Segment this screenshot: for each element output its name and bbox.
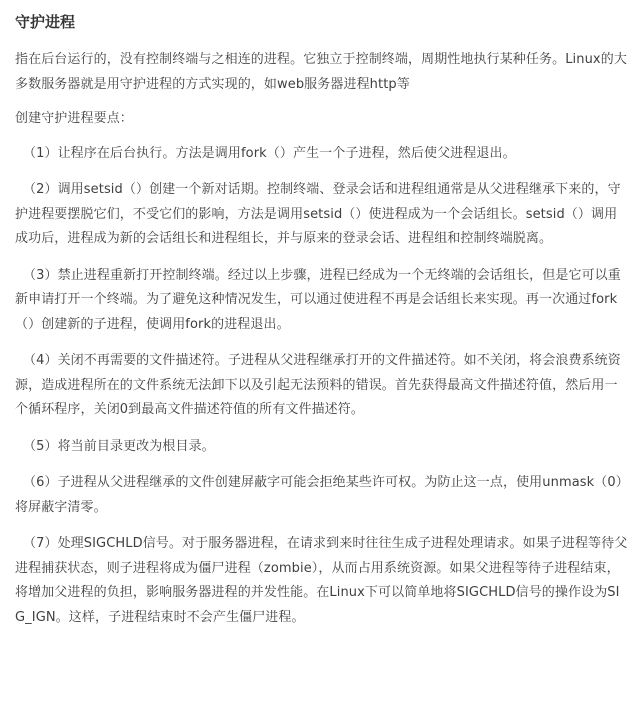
step-1-paragraph: （1）让程序在后台执行。方法是调用fork（）产生一个子进程，然后使父进程退出。 (23, 145, 516, 161)
steps-list (15, 142, 629, 631)
step-2-paragraph: （2）调用setsid（）创建一个新对话期。控制终端、登录会话和进程组通常是从父进程继承下来的，守护进程要摆脱它们，不受它们的影响，方法是调用setsid（）使进程成为一个会话组长。setsid（）调用成功后，进程成为新的会话组长和进程组长，并与原来的登录会话、进程组和控制终端脱离。 (15, 182, 621, 246)
step-5-paragraph: （5）将当前目录更改为根目录。 (23, 438, 215, 454)
article-title: 守护进程 (15, 13, 76, 31)
step-6-paragraph: （6）子进程从父进程继承的文件创建屏蔽字可能会拒绝某些许可权。为防止这一点，使用unmask（0）将屏蔽字清零。 (15, 475, 629, 515)
section-subtitle: 创建守护进程要点： (15, 111, 133, 126)
intro-paragraph: 指在后台运行的，没有控制终端与之相连的进程。它独立于控制终端，周期性地执行某种任务。Linux的大多数服务器就是用守护进程的方式实现的，如web服务器进程http等 (15, 52, 627, 92)
step-3-paragraph: （3）禁止进程重新打开控制终端。经过以上步骤，进程已经成为一个无终端的会话组长，但是它可以重新申请打开一个终端。为了避免这种情况发生，可以通过使进程不再是会话组长来实现。再一次通过fork（）创建新的子进程，使调用fork的进程退出。 (15, 267, 621, 332)
step-4-paragraph: （4）关闭不再需要的文件描述符。子进程从父进程继承打开的文件描述符。如不关闭，将会浪费系统资源，造成进程所在的文件系统无法卸下以及引起无法预料的错误。首先获得最高文件描述符值，然后用一个循环程序，关闭0到最高文件描述符值的所有文件描述符。 (15, 353, 621, 417)
step-7-paragraph: （7）处理SIGCHLD信号。对于服务器进程，在请求到来时往往生成子进程处理请求。如果子进程等待父进程捕获状态，则子进程将成为僵尸进程（zombie），从而占用系统资源。如果父进程等待子进程结束，将增加父进程的负担，影响服务器进程的并发性能。在Linux下可以简单地将SIGCHLD信号的操作设为SIG_IGN。这样，子进程结束时不会产生僵尸进程。 (15, 536, 628, 625)
